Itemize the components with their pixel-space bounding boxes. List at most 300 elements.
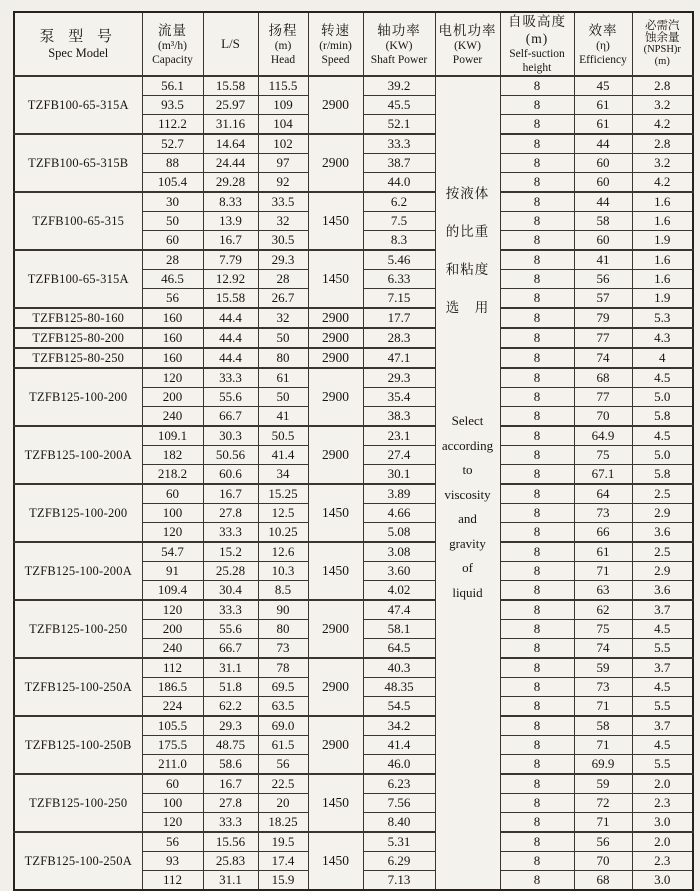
head-cell: 78 [258,658,308,678]
shaft-power-cell: 5.31 [363,832,435,852]
efficiency-cell: 77 [574,328,632,348]
npsh-cell: 3.6 [632,523,693,543]
npsh-cell: 2.9 [632,562,693,581]
npsh-cell: 2.8 [632,134,693,154]
capacity-cell: 109.4 [142,581,203,601]
efficiency-cell: 72 [574,794,632,813]
shaft-power-cell: 35.4 [363,388,435,407]
npsh-cell: 5.8 [632,407,693,427]
header-line: 泵 型 号 [39,28,117,45]
header-shaft-power [363,12,435,76]
capacity-cell: 91 [142,562,203,581]
capacity-cell: 112 [142,658,203,678]
shaft-power-cell: 5.08 [363,523,435,543]
npsh-cell: 2.9 [632,504,693,523]
suction-cell: 8 [500,639,574,659]
model-cell: TZFB125-100-250B [14,716,142,774]
shaft-power-cell: 6.23 [363,774,435,794]
npsh-cell: 5.5 [632,697,693,717]
head-cell: 34 [258,465,308,485]
head-cell: 41 [258,407,308,427]
npsh-cell: 3.7 [632,600,693,620]
head-cell: 10.25 [258,523,308,543]
ls-cell: 31.1 [203,871,258,891]
model-cell: TZFB100-65-315A [14,250,142,308]
power-note-en-line: of [462,560,473,575]
power-note-zh-line: 选 用 [445,300,490,315]
model-cell: TZFB125-100-200A [14,542,142,600]
head-cell: 69.5 [258,678,308,697]
head-cell: 80 [258,348,308,368]
shaft-power-cell: 58.1 [363,620,435,639]
efficiency-cell: 73 [574,678,632,697]
model-cell: TZFB100-65-315A [14,76,142,134]
spec-row [14,250,693,270]
shaft-power-cell: 8.40 [363,813,435,833]
npsh-cell: 1.6 [632,192,693,212]
speed-cell: 1450 [308,250,363,308]
capacity-cell: 112.2 [142,115,203,135]
capacity-cell: 200 [142,620,203,639]
header-line: (m³/h) [158,39,187,52]
efficiency-cell: 75 [574,446,632,465]
npsh-cell: 2.3 [632,794,693,813]
npsh-cell: 4.2 [632,173,693,193]
shaft-power-cell: 8.3 [363,231,435,251]
suction-cell: 8 [500,173,574,193]
npsh-cell: 1.6 [632,250,693,270]
suction-cell: 8 [500,348,574,368]
capacity-cell: 160 [142,348,203,368]
suction-cell: 8 [500,388,574,407]
capacity-cell: 200 [142,388,203,407]
shaft-power-cell: 7.56 [363,794,435,813]
efficiency-cell: 71 [574,813,632,833]
suction-cell: 8 [500,755,574,775]
ls-cell: 50.56 [203,446,258,465]
model-cell: TZFB100-65-315B [14,134,142,192]
table-header [14,12,693,76]
header-self-suction [500,12,574,76]
suction-cell: 8 [500,600,574,620]
npsh-cell: 5.5 [632,639,693,659]
efficiency-cell: 62 [574,600,632,620]
shaft-power-cell: 34.2 [363,716,435,736]
model-cell: TZFB100-65-315 [14,192,142,250]
ls-cell: 62.2 [203,697,258,717]
power-note-en [436,409,500,605]
shaft-power-cell: 6.33 [363,270,435,289]
npsh-cell: 5.3 [632,308,693,328]
efficiency-cell: 60 [574,231,632,251]
shaft-power-cell: 41.4 [363,736,435,755]
suction-cell: 8 [500,368,574,388]
capacity-cell: 112 [142,871,203,891]
efficiency-cell: 59 [574,658,632,678]
capacity-cell: 93 [142,852,203,871]
header-line: (m) [274,39,292,52]
header-line: Speed [321,53,350,66]
capacity-cell: 52.7 [142,134,203,154]
ls-cell: 15.58 [203,76,258,96]
head-cell: 56 [258,755,308,775]
suction-cell: 8 [500,658,574,678]
shaft-power-cell: 64.5 [363,639,435,659]
ls-cell: 16.7 [203,231,258,251]
header-line: (η) [596,39,610,52]
ls-cell: 30.4 [203,581,258,601]
header-line: Efficiency [579,53,627,66]
model-cell: TZFB125-100-250A [14,832,142,890]
shaft-power-cell: 7.13 [363,871,435,891]
ls-cell: 24.44 [203,154,258,173]
ls-cell: 7.79 [203,250,258,270]
model-cell: TZFB125-100-200 [14,368,142,426]
ls-cell: 44.4 [203,328,258,348]
efficiency-cell: 66 [574,523,632,543]
power-note-cell [435,76,500,890]
header-head [258,12,308,76]
head-cell: 17.4 [258,852,308,871]
efficiency-cell: 71 [574,697,632,717]
efficiency-cell: 61 [574,115,632,135]
ls-cell: 31.1 [203,658,258,678]
shaft-power-cell: 30.1 [363,465,435,485]
suction-cell: 8 [500,465,574,485]
head-cell: 8.5 [258,581,308,601]
npsh-cell: 4.3 [632,328,693,348]
power-note-zh [436,175,500,327]
header-row [14,12,693,76]
capacity-cell: 56 [142,832,203,852]
head-cell: 109 [258,96,308,115]
shaft-power-cell: 7.15 [363,289,435,309]
shaft-power-cell: 28.3 [363,328,435,348]
head-cell: 29.3 [258,250,308,270]
header-line: L/S [221,36,240,51]
suction-cell: 8 [500,484,574,504]
power-note-en-line: Select [451,413,484,428]
npsh-cell: 2.5 [632,542,693,562]
header-line: height [522,62,552,74]
suction-cell: 8 [500,134,574,154]
head-cell: 20 [258,794,308,813]
efficiency-cell: 63 [574,581,632,601]
efficiency-cell: 64 [574,484,632,504]
suction-cell: 8 [500,832,574,852]
shaft-power-cell: 4.02 [363,581,435,601]
efficiency-cell: 44 [574,134,632,154]
shaft-power-cell: 3.60 [363,562,435,581]
speed-cell: 2900 [308,308,363,328]
ls-cell: 31.16 [203,115,258,135]
ls-cell: 30.3 [203,426,258,446]
ls-cell: 15.58 [203,289,258,309]
ls-cell: 16.7 [203,774,258,794]
capacity-cell: 93.5 [142,96,203,115]
suction-cell: 8 [500,289,574,309]
npsh-cell: 2.0 [632,832,693,852]
capacity-cell: 240 [142,639,203,659]
npsh-cell: 4.2 [632,115,693,135]
model-cell: TZFB125-100-250 [14,774,142,832]
shaft-power-cell: 44.0 [363,173,435,193]
capacity-cell: 56.1 [142,76,203,96]
header-line: (KW) [385,39,413,52]
header-speed [308,12,363,76]
capacity-cell: 46.5 [142,270,203,289]
suction-cell: 8 [500,426,574,446]
efficiency-cell: 60 [574,173,632,193]
npsh-cell: 5.0 [632,388,693,407]
shaft-power-cell: 40.3 [363,658,435,678]
suction-cell: 8 [500,407,574,427]
model-cell: TZFB125-100-200 [14,484,142,542]
capacity-cell: 160 [142,328,203,348]
header-line: (KW) [454,39,481,52]
power-note-en-line: viscosity [444,486,491,502]
head-cell: 22.5 [258,774,308,794]
head-cell: 61.5 [258,736,308,755]
head-cell: 115.5 [258,76,308,96]
npsh-cell: 2.0 [632,774,693,794]
speed-cell: 2900 [308,76,363,134]
header-line: Head [270,53,296,66]
shaft-power-cell: 27.4 [363,446,435,465]
suction-cell: 8 [500,736,574,755]
efficiency-cell: 41 [574,250,632,270]
suction-cell: 8 [500,697,574,717]
npsh-cell: 4.5 [632,368,693,388]
spec-row [14,658,693,678]
suction-cell: 8 [500,504,574,523]
head-cell: 50.5 [258,426,308,446]
capacity-cell: 60 [142,774,203,794]
head-cell: 102 [258,134,308,154]
shaft-power-cell: 52.1 [363,115,435,135]
suction-cell: 8 [500,446,574,465]
ls-cell: 44.4 [203,348,258,368]
head-cell: 41.4 [258,446,308,465]
capacity-cell: 60 [142,484,203,504]
ls-cell: 66.7 [203,639,258,659]
shaft-power-cell: 39.2 [363,76,435,96]
shaft-power-cell: 54.5 [363,697,435,717]
npsh-cell: 4.5 [632,678,693,697]
ls-cell: 12.92 [203,270,258,289]
capacity-cell: 175.5 [142,736,203,755]
efficiency-cell: 59 [574,774,632,794]
efficiency-cell: 56 [574,832,632,852]
npsh-cell: 5.5 [632,755,693,775]
head-cell: 12.6 [258,542,308,562]
ls-cell: 15.56 [203,832,258,852]
efficiency-cell: 73 [574,504,632,523]
shaft-power-cell: 33.3 [363,134,435,154]
efficiency-cell: 69.9 [574,755,632,775]
efficiency-cell: 70 [574,852,632,871]
ls-cell: 44.4 [203,308,258,328]
capacity-cell: 100 [142,504,203,523]
suction-cell: 8 [500,852,574,871]
efficiency-cell: 74 [574,348,632,368]
head-cell: 12.5 [258,504,308,523]
speed-cell: 2900 [308,426,363,484]
capacity-cell: 28 [142,250,203,270]
suction-cell: 8 [500,231,574,251]
model-cell: TZFB125-80-250 [14,348,142,368]
capacity-cell: 50 [142,212,203,231]
head-cell: 104 [258,115,308,135]
ls-cell: 33.3 [203,600,258,620]
speed-cell: 1450 [308,774,363,832]
capacity-cell: 105.5 [142,716,203,736]
pump-spec-table [13,11,694,891]
npsh-cell: 1.6 [632,212,693,231]
shaft-power-cell: 3.89 [363,484,435,504]
header-npsh [632,12,693,76]
head-cell: 50 [258,328,308,348]
efficiency-cell: 77 [574,388,632,407]
capacity-cell: 120 [142,600,203,620]
efficiency-cell: 58 [574,716,632,736]
ls-cell: 14.64 [203,134,258,154]
power-note-en-line: and [458,511,477,526]
shaft-power-cell: 4.66 [363,504,435,523]
speed-cell: 2900 [308,134,363,192]
head-cell: 32 [258,308,308,328]
table-body [14,76,693,890]
head-cell: 50 [258,388,308,407]
efficiency-cell: 75 [574,620,632,639]
spec-row [14,368,693,388]
ls-cell: 15.2 [203,542,258,562]
spec-row [14,348,693,368]
ls-cell: 33.3 [203,813,258,833]
npsh-cell: 3.2 [632,154,693,173]
ls-cell: 8.33 [203,192,258,212]
efficiency-cell: 70 [574,407,632,427]
suction-cell: 8 [500,794,574,813]
npsh-cell: 1.9 [632,289,693,309]
head-cell: 32 [258,212,308,231]
head-cell: 33.5 [258,192,308,212]
spec-row [14,774,693,794]
speed-cell: 1450 [308,192,363,250]
npsh-cell: 3.7 [632,716,693,736]
head-cell: 26.7 [258,289,308,309]
suction-cell: 8 [500,328,574,348]
npsh-cell: 2.5 [632,484,693,504]
capacity-cell: 218.2 [142,465,203,485]
shaft-power-cell: 6.29 [363,852,435,871]
speed-cell: 2900 [308,328,363,348]
ls-cell: 29.3 [203,716,258,736]
suction-cell: 8 [500,871,574,891]
ls-cell: 60.6 [203,465,258,485]
speed-cell: 2900 [308,600,363,658]
spec-row [14,426,693,446]
shaft-power-cell: 46.0 [363,755,435,775]
suction-cell: 8 [500,115,574,135]
head-cell: 97 [258,154,308,173]
capacity-cell: 120 [142,523,203,543]
capacity-cell: 109.1 [142,426,203,446]
header-line: 自吸高度(m) [508,14,566,46]
header-line: (NPSH)r [643,43,681,55]
npsh-cell: 4.5 [632,736,693,755]
spec-row [14,542,693,562]
model-cell: TZFB125-100-250A [14,658,142,716]
npsh-cell: 5.0 [632,446,693,465]
suction-cell: 8 [500,212,574,231]
spec-row [14,328,693,348]
shaft-power-cell: 48.35 [363,678,435,697]
header-line: 必需汽 [645,19,680,32]
npsh-cell: 3.0 [632,871,693,891]
shaft-power-cell: 6.2 [363,192,435,212]
shaft-power-cell: 23.1 [363,426,435,446]
suction-cell: 8 [500,192,574,212]
head-cell: 19.5 [258,832,308,852]
header-line: Spec Model [48,45,109,60]
head-cell: 18.25 [258,813,308,833]
suction-cell: 8 [500,581,574,601]
ls-cell: 27.8 [203,504,258,523]
npsh-cell: 4 [632,348,693,368]
efficiency-cell: 60 [574,154,632,173]
suction-cell: 8 [500,562,574,581]
spec-row [14,308,693,328]
ls-cell: 51.8 [203,678,258,697]
efficiency-cell: 79 [574,308,632,328]
shaft-power-cell: 45.5 [363,96,435,115]
suction-cell: 8 [500,270,574,289]
shaft-power-cell: 29.3 [363,368,435,388]
efficiency-cell: 71 [574,562,632,581]
ls-cell: 58.6 [203,755,258,775]
efficiency-cell: 74 [574,639,632,659]
ls-cell: 55.6 [203,388,258,407]
model-cell: TZFB125-100-200A [14,426,142,484]
shaft-power-cell: 38.7 [363,154,435,173]
npsh-cell: 3.7 [632,658,693,678]
efficiency-cell: 68 [574,871,632,891]
suction-cell: 8 [500,813,574,833]
speed-cell: 2900 [308,348,363,368]
power-note-en-line: to [462,462,473,477]
capacity-cell: 186.5 [142,678,203,697]
head-cell: 10.3 [258,562,308,581]
header-line: (m) [654,56,670,67]
header-line: 扬程 [268,22,298,38]
header-spec-model [14,12,142,76]
header-power [435,12,500,76]
header-line: Self-suction [509,48,565,60]
spec-row [14,484,693,504]
ls-cell: 29.28 [203,173,258,193]
ls-cell: 25.97 [203,96,258,115]
efficiency-cell: 57 [574,289,632,309]
suction-cell: 8 [500,308,574,328]
capacity-cell: 54.7 [142,542,203,562]
header-efficiency [574,12,632,76]
power-note-zh-line: 和粘度 [445,262,490,277]
header-ls [203,12,258,76]
npsh-cell: 3.6 [632,581,693,601]
spec-row [14,192,693,212]
capacity-cell: 100 [142,794,203,813]
